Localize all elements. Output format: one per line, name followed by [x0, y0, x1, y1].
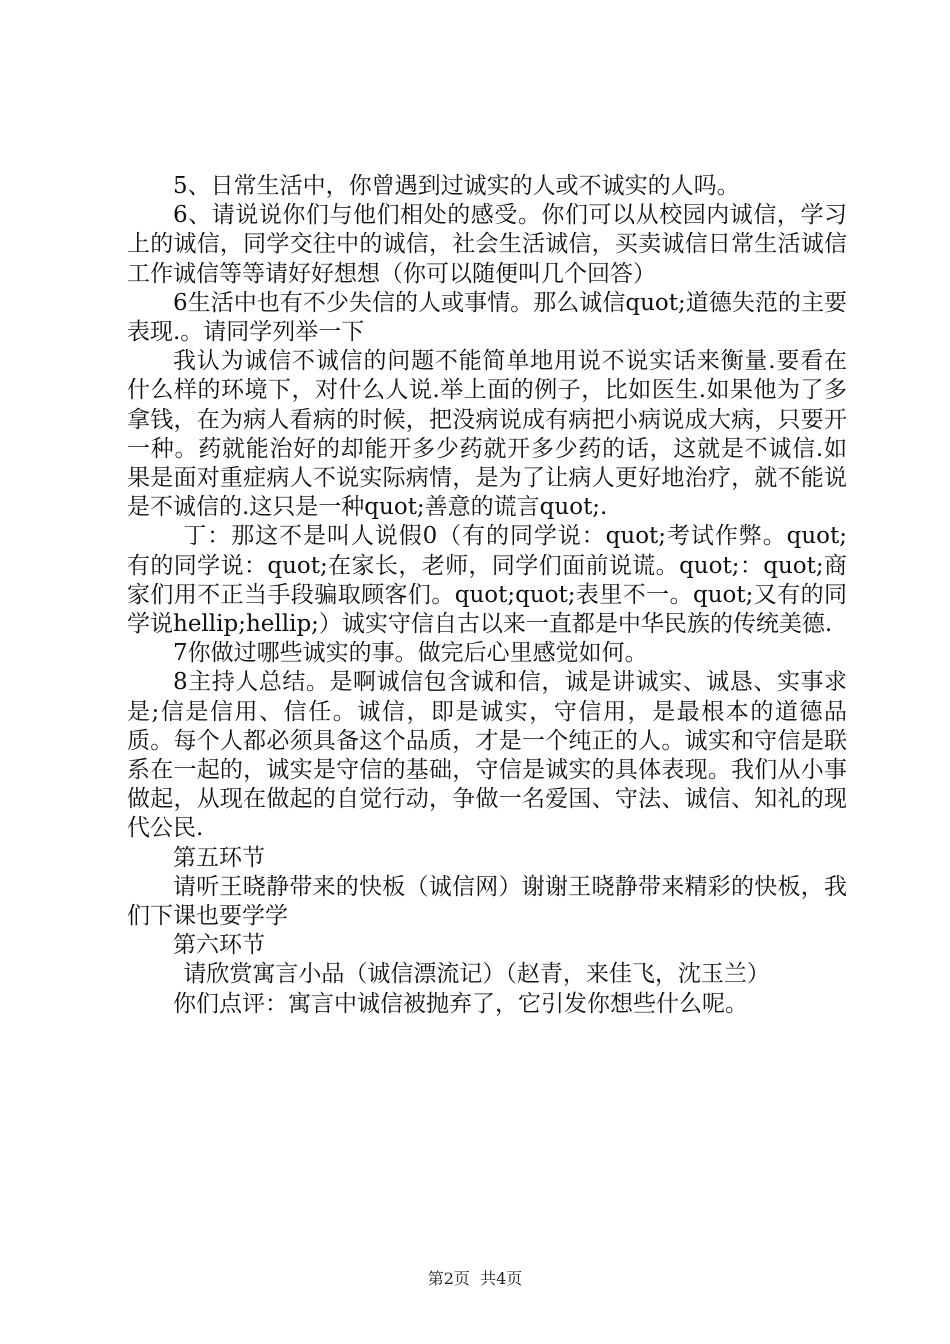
paragraph-student-responses: 丁：那这不是叫人说假0（有的同学说：quot;考试作弊。quot;有的同学说：quot;在家长，老师，同学们面前说谎。quot;：quot;商家们用不正当手段骗取顾客们。quot;quot;表里不一。quot;又有的同学说hellip;hellip;）诚实守信自古以来一直都是中华民族的传统美德. — [127, 523, 847, 638]
paragraph-fable-skit: 请欣赏寓言小品（诚信漂流记）（赵青，来佳飞，沈玉兰） — [183, 961, 770, 988]
paragraph-question-6: 6、请说说你们与他们相处的感受。你们可以从校园内诚信，学习上的诚信，同学交往中的诚信，社会生活诚信，买卖诚信日常生活诚信工作诚信等等请好好想想（你可以随便叫几个回答） — [127, 202, 847, 287]
paragraph-kuaiban: 请听王晓静带来的快板（诚信网）谢谢王晓静带来精彩的快板，我们下课也要学学 — [127, 873, 847, 930]
section-heading-5: 第五环节 — [173, 844, 265, 871]
paragraph-commentary: 你们点评：寓言中诚信被抛弃了，它引发你想些什么呢。 — [173, 990, 748, 1017]
paragraph-host-summary: 8主持人总结。是啊诚信包含诚和信，诚是讲诚实、诚恳、实事求是;信是信用、信任。诚信，即是诚实，守信用，是最根本的道德品质。每个人都必须具备这个品质，才是一个纯正的人。诚实和守信是联系在一起的，诚实是守信的基础，守信是诚实的具体表现。我们从小事做起，从现在做起的自觉行动，争做一名爱国、守法、诚信、知礼的现代公民. — [127, 669, 847, 842]
document-body — [127, 172, 847, 1019]
page-number-footer: 第2页 共4页 — [427, 1269, 523, 1288]
paragraph-honesty-opinion: 我认为诚信不诚信的问题不能简单地用说不说实话来衡量.要看在什么样的环境下，对什么人说.举上面的例子，比如医生.如果他为了多拿钱，在为病人看病的时候，把没病说成有病把小病说成大病，只要开一种。药就能治好的却能开多少药就开多少药的话，这就是不诚信.如果是面对重症病人不说实际病情，是为了让病人更好地治疗，就不能说是不诚信的.这只是一种quot;善意的谎言quot;. — [127, 348, 847, 521]
paragraph-dishonesty-examples: 6生活中也有不少失信的人或事情。那么诚信quot;道德失范的主要表现.。请同学列举一下 — [127, 289, 847, 346]
paragraph-question-7: 7你做过哪些诚实的事。做完后心里感觉如何。 — [173, 640, 648, 667]
paragraph-question-5: 5、日常生活中，你曾遇到过诚实的人或不诚实的人吗。 — [173, 173, 740, 199]
section-heading-6: 第六环节 — [173, 932, 265, 959]
